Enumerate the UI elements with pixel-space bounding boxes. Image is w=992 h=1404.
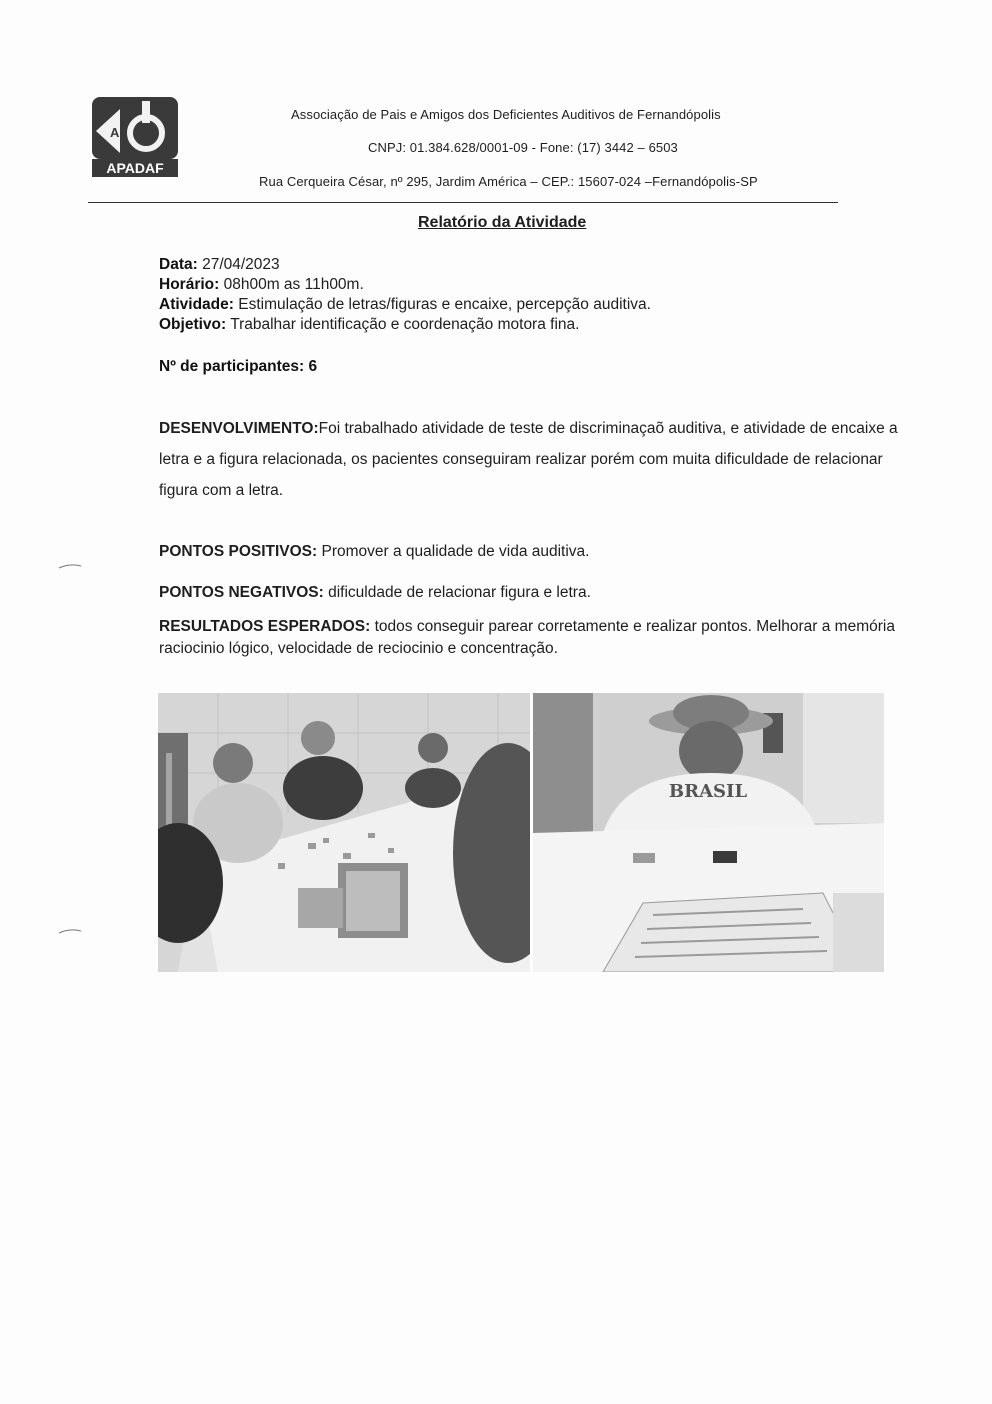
time-field bbox=[159, 276, 364, 294]
date-field bbox=[159, 256, 280, 274]
scan-artifact-mark bbox=[58, 928, 82, 934]
negative-text: dificuldade de relacionar figura e letra. bbox=[328, 584, 591, 601]
objective-field bbox=[159, 316, 579, 334]
activity-value: Estimulação de letras/figuras e encaixe, percepção auditiva. bbox=[238, 296, 651, 313]
logo-wordmark: APADAF bbox=[106, 160, 164, 176]
development-section bbox=[159, 413, 904, 506]
activity-field bbox=[159, 296, 651, 314]
participants-label: Nº de participantes: bbox=[159, 358, 305, 375]
header-divider bbox=[88, 202, 838, 203]
objective-value: Trabalhar identificação e coordenação motora fina. bbox=[230, 316, 580, 333]
positive-text: Promover a qualidade de vida auditiva. bbox=[321, 543, 590, 560]
participants-field bbox=[159, 358, 317, 376]
organization-name: Associação de Pais e Amigos dos Deficientes Auditivos de Fernandópolis bbox=[291, 107, 721, 122]
activity-photo-group bbox=[158, 693, 530, 972]
negative-label: PONTOS NEGATIVOS: bbox=[159, 584, 324, 601]
organization-address: Rua Cerqueira César, nº 295, Jardim América – CEP.: 15607-024 –Fernandópolis-SP bbox=[259, 174, 758, 189]
participants-value: 6 bbox=[308, 358, 318, 375]
development-text: Foi trabalhado atividade de teste de discriminaçaõ auditiva, e atividade de encaixe a letra e a figura relacionada, os pacientes conseguiram realizar porém com muita dificuldade de relacionar figura com a letra. bbox=[159, 420, 898, 499]
scan-artifact-mark bbox=[58, 563, 82, 569]
date-label: Data: bbox=[159, 256, 198, 273]
expected-results-section bbox=[159, 616, 904, 660]
date-value: 27/04/2023 bbox=[202, 256, 280, 273]
expected-text: todos conseguir parear corretamente e realizar pontos. Melhorar a memória raciocinio lógico, velocidade de reciocinio e concentração. bbox=[159, 618, 895, 657]
negative-points-section bbox=[159, 577, 904, 608]
time-label: Horário: bbox=[159, 276, 220, 293]
expected-label: RESULTADOS ESPERADOS: bbox=[159, 618, 371, 635]
positive-label: PONTOS POSITIVOS: bbox=[159, 543, 318, 560]
time-value: 08h00m as 11h00m. bbox=[223, 276, 364, 293]
report-title: Relatório da Atividade bbox=[418, 214, 587, 231]
activity-label: Atividade: bbox=[159, 296, 234, 313]
development-label: DESENVOLVIMENTO: bbox=[159, 420, 319, 437]
apadaf-logo bbox=[90, 95, 182, 179]
svg-text:A: A bbox=[110, 125, 120, 140]
activity-photo-participant bbox=[533, 693, 884, 972]
objective-label: Objetivo: bbox=[159, 316, 227, 333]
shirt-text: BRASIL bbox=[668, 781, 748, 802]
organization-cnpj-phone: CNPJ: 01.384.628/0001-09 - Fone: (17) 3442 – 6503 bbox=[368, 140, 678, 155]
positive-points-section bbox=[159, 536, 904, 567]
